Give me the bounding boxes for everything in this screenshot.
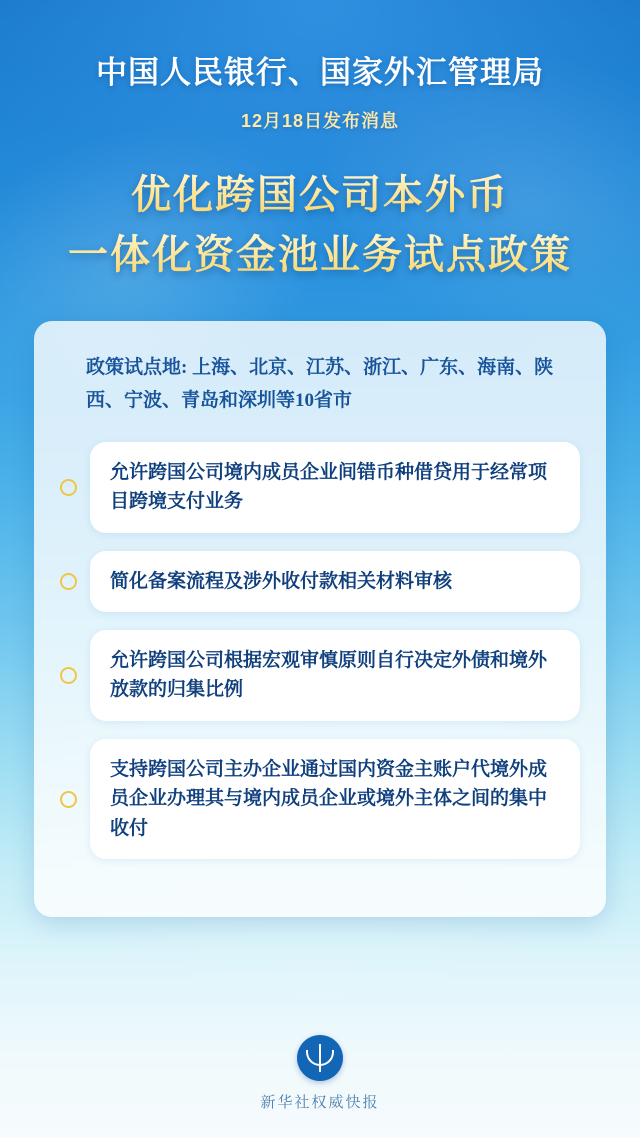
bullet-icon: [60, 791, 77, 808]
list-item: [60, 551, 580, 612]
list-item: [60, 442, 580, 533]
page-title-line-1: 优化跨国公司本外币: [0, 165, 640, 225]
policy-item-list: [60, 442, 580, 860]
policy-item-text: 允许跨国公司根据宏观审慎原则自行决定外债和境外放款的归集比例: [90, 630, 580, 721]
list-item: [60, 739, 580, 859]
list-item: [60, 630, 580, 721]
page-title-line-2: 一体化资金池业务试点政策: [0, 225, 640, 285]
page-title: [0, 165, 640, 285]
policy-item-text: 简化备案流程及涉外收付款相关材料审核: [90, 551, 580, 612]
pilot-regions-text: 政策试点地: 上海、北京、江苏、浙江、广东、海南、陕西、宁波、青岛和深圳等10省市: [86, 357, 554, 412]
content-card: [34, 321, 606, 917]
bullet-icon: [60, 573, 77, 590]
poster-header: [0, 0, 640, 133]
bullet-icon: [60, 479, 77, 496]
release-date-note: 12月18日发布消息: [240, 111, 400, 132]
issuing-organizations: 中国人民银行、国家外汇管理局: [96, 55, 544, 90]
poster-footer: [0, 1035, 640, 1112]
policy-item-text: 支持跨国公司主办企业通过国内资金主账户代境外成员企业办理其与境内成员企业或境外主体之间的集中收付: [90, 739, 580, 859]
xinhua-anchor-icon: [297, 1035, 343, 1081]
policy-item-text: 允许跨国公司境内成员企业间错币种借贷用于经常项目跨境支付业务: [90, 442, 580, 533]
bullet-icon: [60, 667, 77, 684]
source-label: 新华社权威快报: [260, 1094, 380, 1111]
